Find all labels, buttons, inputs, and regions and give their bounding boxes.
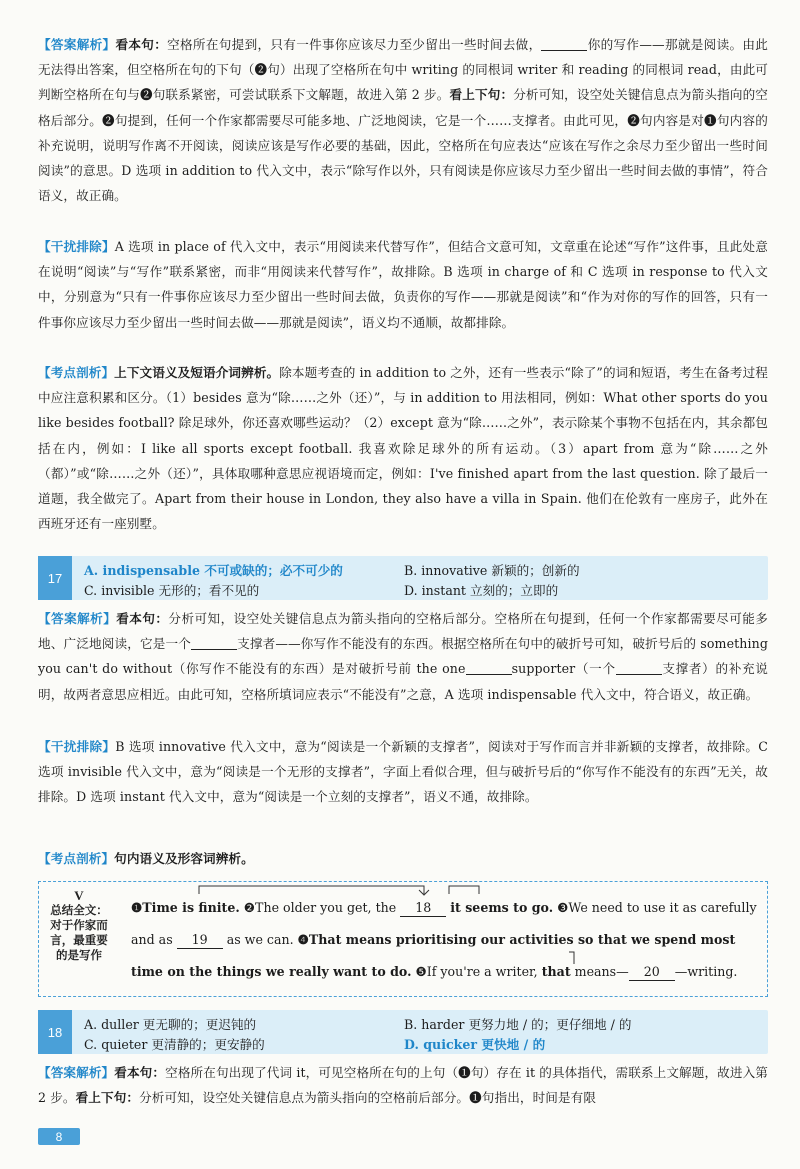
test-point-lead: 上下文语义及短语介词辨析。	[114, 365, 280, 380]
option-c: C. invisible 无形的；看不见的	[84, 583, 260, 598]
answer-analysis-17	[38, 606, 768, 707]
text: 空格所在句提到，只有一件事你应该尽力至少留出一些时间去做，	[167, 37, 542, 52]
test-point-tag: 【考点剖析】	[38, 365, 115, 380]
blank-line	[191, 635, 237, 650]
distractor-elimination-17	[38, 734, 768, 810]
text: 分析可知，设空处关键信息点为箭头指向的空格后部分。空格所在句提到，任何一个作家都需要尽可能多地、广泛地阅读，它是一个	[38, 611, 768, 652]
option-b: B. innovative 新颖的；创新的	[404, 563, 580, 578]
text: 分析可知，设空处关键信息点为箭头指向的空格前后部分。❶句指出，时间是有限	[139, 1090, 597, 1106]
summary-label	[45, 888, 113, 963]
look-sentence-label: 看本句：	[115, 37, 168, 52]
text: 支撑者——你写作不能没有的东西。根据空格所在句中的破折号可知，破折号后的 something you can't do without（你写作不能没有的东西）是对破折号前 the one	[38, 636, 768, 677]
option-d: D. quicker 更快地 / 的	[404, 1037, 546, 1052]
test-point-17	[38, 846, 768, 871]
sentence-2b: it seems to go.	[450, 900, 554, 915]
question-18-options	[38, 1010, 768, 1054]
text: 空格所在句出现了代词 it，可见空格所在句的上句（❶句）存在 it 的具体指代，需联系上文解题，故进入第 2 步。	[38, 1065, 768, 1106]
sentence-5b: that	[541, 964, 571, 979]
sentence-1: ❶Time is finite.	[131, 900, 240, 915]
text: B 选项 innovative 代入文中，意为“阅读是一个新颖的支撑者”，阅读对于写作而言并非新颖的支撑者，故排除。C 选项 invisible 代入文中，意为“阅读是一个无形的支撑者”，字面上看似合理，但与破折号后的“你写作不能没有的东西”无关，故排除。D 选项 instant 代入文中，意为“阅读是一个立刻的支撑者”，语义不通，故排除。	[38, 739, 768, 805]
summary-roman: V	[74, 888, 84, 903]
blank-20: 20	[629, 964, 675, 981]
distractor-elimination-16	[38, 234, 768, 335]
text: 分析可知，设空处关键信息点为箭头指向的空格后部分。❷句提到，任何一个作家都需要尽可能多地、广泛地阅读，它是一个……支撑者。由此可见，❷句内容是对❶句内容的补充说明，说明写作离不开阅读，阅读应该是写作必要的基础，因此，空格所在句应表达“应该在写作之余尽力至少留出一些时间阅读”的意思。D 选项 in addition to 代入文中，表示“除写作以外，只有阅读是你应该尽力至少留出一些时间去做的事情”，符合语义，故正确。	[38, 87, 769, 204]
look-context-label: 看上下句：	[449, 87, 514, 103]
test-point-tag: 【考点剖析】	[38, 851, 115, 866]
option-a: A. indispensable 不可或缺的；必不可少的	[84, 563, 343, 578]
question-17-options	[38, 556, 768, 600]
answer-analysis-tag: 【答案解析】	[38, 611, 117, 626]
option-a: A. duller 更无聊的；更迟钝的	[84, 1017, 257, 1032]
sentence-3a: ❸We need to use it as carefully and as	[131, 900, 757, 947]
test-point-16	[38, 360, 768, 536]
option-d: D. instant 立刻的；立即的	[404, 583, 559, 598]
distractor-tag: 【干扰排除】	[38, 239, 115, 254]
answer-analysis-tag: 【答案解析】	[38, 37, 116, 52]
sentence-2a: ❷The older you get, the	[243, 900, 397, 915]
blank-19: 19	[177, 932, 223, 949]
summary-caption: 总结全文：对于作家而言，最重要的是写作	[50, 903, 108, 962]
question-number: 18	[38, 1010, 72, 1054]
text: 除本题考查的 in addition to 之外，还有一些表示“除了”的词和短语，考生在备考过程中应注意积累和区分。（1）besides 意为“除……之外（还）”，与 in addition to 用法相同，例如：What other sports do you like besides football? 除足球外，你还喜欢哪些运动？（2）except 意为“除……之外”，表示除某个事物不包括在内，其余都包括在内，例如：I like all sports except football. 我喜欢除足球外的所有运动。（3）apart from 意为“除……之外（都）”或“除……之外（还）”，具体取哪种意思应视语境而定，例如：I've finished apart from the last question. 除了最后一道题，我全做完了。Apart from their house in London, they also have a villa in Spain. 他们在伦敦有一座房子，此外在西班牙还有一座别墅。	[38, 365, 768, 532]
question-number: 17	[38, 556, 72, 600]
sentence-3b: as we can.	[226, 932, 294, 947]
answer-analysis-16	[38, 32, 768, 208]
blank-line	[541, 36, 587, 51]
distractor-tag: 【干扰排除】	[38, 739, 116, 754]
option-b: B. harder 更努力地 / 的；更仔细地 / 的	[404, 1017, 632, 1032]
text: supporter（一个	[511, 661, 616, 677]
summary-text	[131, 892, 761, 988]
text: 你的写作——那就是阅读。由此无法得出答案，但空格所在句的下句（❷句）出现了空格所在句中 writing 的同根词 writer 和 reading 的同根词 read，由此可判断空格所在句与❷句联系紧密，可尝试联系下文解题，故进入第 2 步。	[38, 37, 768, 103]
sentence-5c: means—	[574, 964, 629, 979]
page-number: 8	[38, 1128, 80, 1145]
blank-line	[616, 660, 662, 675]
test-point-lead: 句内语义及形容词辨析。	[114, 851, 254, 866]
sentence-4: ❹That means prioritising our activities so that we spend most time on the things we really want to do.	[131, 932, 736, 979]
summary-box	[38, 881, 768, 997]
look-sentence-label: 看本句：	[114, 1065, 166, 1080]
blank-18: 18	[400, 900, 446, 917]
blank-line	[466, 660, 512, 675]
text: A 选项 in place of 代入文中，表示“用阅读来代替写作”，但结合文意可知，文章重在论述“写作”这件事，且此处意在说明“阅读”与“写作”联系紧密，而非“用阅读来代替写作”，故排除。B 选项 in charge of 和 C 选项 in response to 代入文中，分别意为“只有一件事你应该尽力至少留出一些时间去做，负责你的写作——那就是阅读”和“作为对你的写作的回答，只有一件事你应该尽力至少留出一些时间去做——那就是阅读”，语义均不通顺，故都排除。	[38, 239, 768, 330]
option-c: C. quieter 更清静的；更安静的	[84, 1037, 265, 1052]
sentence-5d: —writing.	[674, 964, 738, 979]
look-sentence-label: 看本句：	[116, 611, 169, 626]
answer-analysis-18	[38, 1060, 768, 1110]
sentence-5a: ❺If you're a writer,	[415, 964, 538, 979]
look-context-label: 看上下句：	[75, 1090, 140, 1106]
answer-analysis-tag: 【答案解析】	[38, 1065, 115, 1080]
text: 支撑者）的补充说明，故两者意思应相近。由此可知，空格所填词应表示“不能没有”之意，A 选项 indispensable 代入文中，符合语义，故正确。	[38, 661, 768, 702]
